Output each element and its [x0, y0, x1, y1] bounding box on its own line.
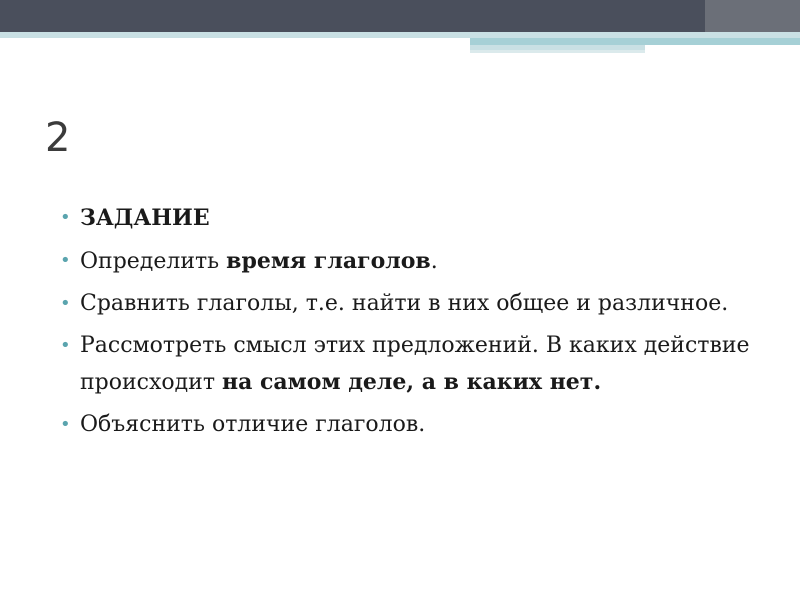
- bullet-icon: •: [60, 414, 71, 435]
- bullet-text: ЗАДАНИЕ: [80, 205, 210, 231]
- bullet-list: [60, 200, 760, 449]
- bullet-text: .: [430, 249, 438, 274]
- bullet-item: [60, 243, 760, 280]
- bullet-item: [60, 407, 760, 443]
- slide-title: 2: [45, 115, 71, 161]
- bullet-text-bold: на самом деле, а в каких нет.: [222, 369, 602, 395]
- bullet-icon: •: [60, 293, 71, 314]
- bullet-text: Рассмотреть смысл этих предложений. В каких действие происходит: [80, 333, 750, 395]
- bullet-icon: •: [60, 335, 71, 356]
- bullet-text: Объяснить отличие глаголов.: [80, 412, 426, 437]
- bullet-icon: •: [60, 207, 71, 228]
- bullet-item: [60, 286, 760, 322]
- bullet-item: [60, 328, 760, 401]
- header-bar-accent: [705, 0, 800, 32]
- bullet-text: Сравнить глаголы, т.е. найти в них общее и различное.: [80, 291, 729, 316]
- bullet-text: Определить: [80, 249, 227, 274]
- bullet-icon: •: [60, 250, 71, 271]
- bullet-item: [60, 200, 760, 237]
- bullet-text-bold: время глаголов: [226, 248, 431, 274]
- header-stripe-accent: [470, 38, 800, 45]
- header-stripe-accent-faint: [470, 50, 645, 53]
- header-bar: [0, 0, 800, 32]
